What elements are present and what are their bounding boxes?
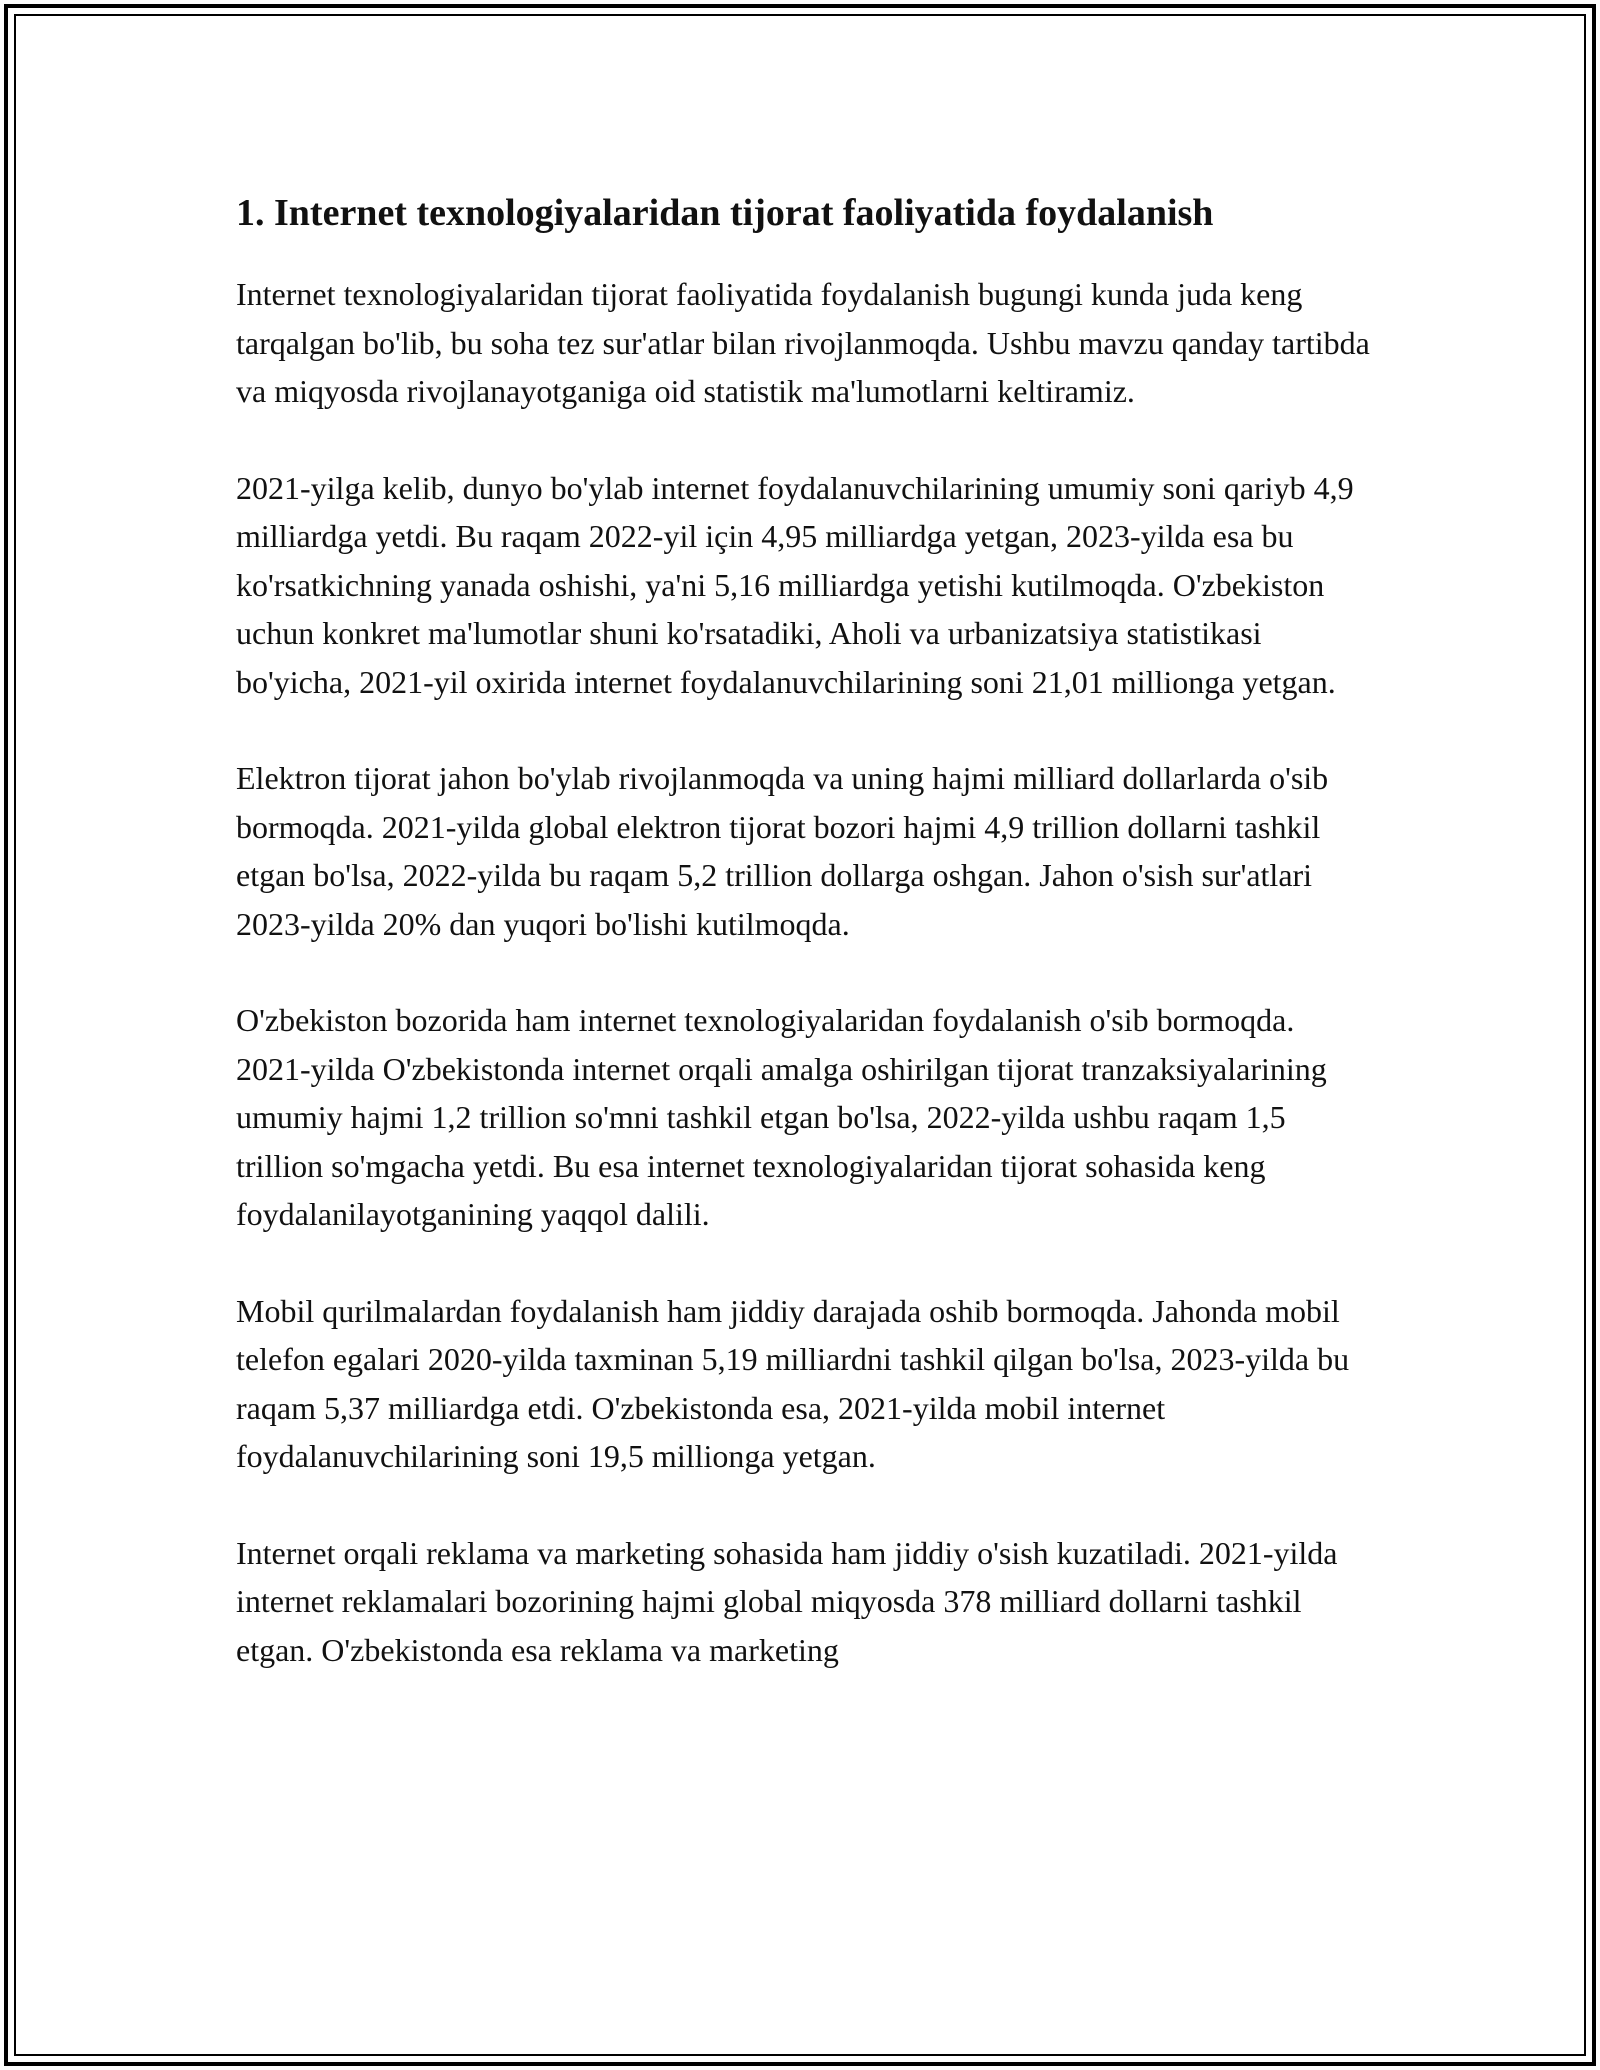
paragraph-ecommerce: Elektron tijorat jahon bo'ylab rivojlanmoqda va uning hajmi milliard dollarlarda o'sib bormoqda. 2021-yilda global elektron tijorat bozori hajmi 4,9 trillion dollarni tashkil etgan bo'lsa, 2022-yilda bu raqam 5,2 trillion dollarga oshgan. Jahon o'sish sur'atlari 2023-yilda 20% dan yuqori bo'lishi kutilmoqda.: [236, 760, 1329, 942]
document-body: [236, 186, 1376, 1722]
paragraph-internet-users: 2021-yilga kelib, dunyo bo'ylab internet foydalanuvchilarining umumiy soni qariyb 4,9 milliardga yetdi. Bu raqam 2022-yil için 4,95 milliardga yetgan, 2023-yilda esa bu ko'rsatkichning yanada oshishi, ya'ni 5,16 milliardga yetishi kutilmoqda. O'zbekiston uchun konkret ma'lumotlar shuni ko'rsatadiki, Aholi va urbanizatsiya statistikasi bo'yicha, 2021-yil oxirida internet foydalanuvchilarining soni 21,01 millionga yetgan.: [236, 469, 1354, 700]
paragraph-intro: Internet texnologiyalaridan tijorat faoliyatida foydalanish bugungi kunda juda keng tarqalgan bo'lib, bu soha tez sur'atlar bilan rivojlanmoqda. Ushbu mavzu qanday tartibda va miqyosda rivojlanayotganiga oid statistik ma'lumotlarni keltiramiz.: [236, 276, 1370, 409]
section-heading: 1. Internet texnologiyalaridan tijorat faoliyatida foydalanish: [236, 192, 1214, 234]
paragraph-mobile-devices: Mobil qurilmalardan foydalanish ham jiddiy darajada oshib bormoqda. Jahonda mobil telefon egalari 2020-yilda taxminan 5,19 milliardni tashkil qilgan bo'lsa, 2023-yilda bu raqam 5,37 milliardga etdi. O'zbekistonda esa, 2021-yilda mobil internet foydalanuvchilarining soni 19,5 millionga yetgan.: [236, 1292, 1350, 1474]
paragraph-advertising: Internet orqali reklama va marketing sohasida ham jiddiy o'sish kuzatiladi. 2021-yilda internet reklamalari bozorining hajmi global miqyosda 378 milliard dollarni tashkil etgan. O'zbekistonda esa reklama va marketing: [236, 1534, 1338, 1668]
paragraph-uzbekistan-market: O'zbekiston bozorida ham internet texnologiyalaridan foydalanish o'sib bormoqda. 2021-yilda O'zbekistonda internet orqali amalga oshirilgan tijorat tranzaksiyalarining umumiy hajmi 1,2 trillion so'mni tashkil etgan bo'lsa, 2022-yilda ushbu raqam 1,5 trillion so'mgacha yetdi. Bu esa internet texnologiyalaridan tijorat sohasida keng foydalanilayotganining yaqqol dalili.: [236, 1002, 1327, 1232]
